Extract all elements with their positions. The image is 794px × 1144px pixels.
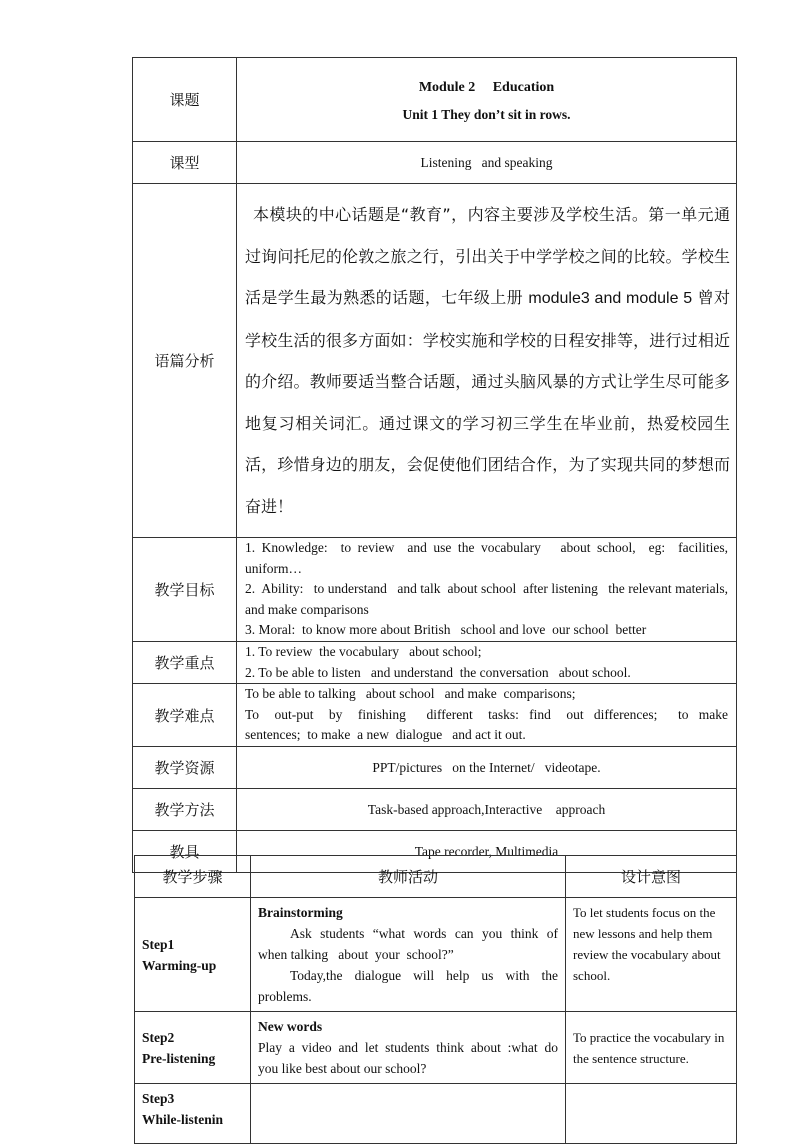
objective-item: 2. Ability: to understand and talk about school after listening the relevant materials, and make comparisons bbox=[245, 581, 739, 617]
analysis-label: 语篇分析 bbox=[133, 184, 237, 538]
step-number: Step2 bbox=[142, 1029, 175, 1045]
header-steps: 教学步骤 bbox=[135, 856, 251, 898]
methods-label: 教学方法 bbox=[133, 789, 237, 831]
type-label: 课型 bbox=[133, 142, 237, 184]
type-value: Listening and speaking bbox=[237, 142, 737, 184]
resources-label: 教学资源 bbox=[133, 747, 237, 789]
activity-line: Play a video and let students think about :what do you like best about our school? bbox=[258, 1040, 562, 1076]
activity-cell bbox=[251, 898, 566, 1012]
unit-title: Unit 1 They don’t sit in rows. bbox=[402, 106, 571, 122]
step-stage: While-listenin bbox=[142, 1112, 224, 1127]
activity-title: Brainstorming bbox=[258, 905, 343, 920]
key-points-cell bbox=[237, 642, 737, 684]
lesson-info-table bbox=[132, 57, 737, 873]
topic-label: 课题 bbox=[133, 58, 237, 142]
key-points-label: 教学重点 bbox=[133, 642, 237, 684]
objective-item: 3. Moral: to know more about British school and love our school better bbox=[245, 622, 647, 638]
key-point-item: 1. To review the vocabulary about school; bbox=[245, 644, 482, 659]
objectives-label: 教学目标 bbox=[133, 538, 237, 642]
activity-title: New words bbox=[258, 1019, 323, 1034]
intent-cell: To let students focus on the new lessons and help them review the vocabulary about school. bbox=[566, 898, 737, 1012]
methods-value: Task-based approach,Interactive approach bbox=[237, 789, 737, 831]
resources-value: PPT/pictures on the Internet/ videotape. bbox=[237, 747, 737, 789]
header-teacher-activity: 教师活动 bbox=[251, 856, 566, 898]
analysis-text bbox=[237, 184, 737, 538]
activity-line: Ask students “what words can you think of when talking about your school?” bbox=[258, 926, 565, 962]
intent-cell: To practice the vocabulary in the sentence structure. bbox=[566, 1012, 737, 1084]
objectives-cell bbox=[237, 538, 737, 642]
tools-label: 教具 bbox=[133, 831, 237, 873]
tools-value: Tape recorder, Multimedia bbox=[237, 831, 737, 873]
step-cell bbox=[135, 898, 251, 1012]
analysis-part1: 本模块的中心话题是“教育”，内容主要涉及学校生活。第一单元通过询问托尼的伦敦之旅之行，引出关于中学学校之间的比较。学校生活是学生最为熟悉的话题，七年级上册 bbox=[245, 205, 730, 307]
intent-cell bbox=[566, 1084, 737, 1144]
step-number: Step1 bbox=[142, 936, 175, 952]
difficulty-item: To out-put by finishing different tasks: find out differences; to make sentences; to make a new dialogue and act it out. bbox=[245, 706, 732, 743]
table-row bbox=[135, 1012, 737, 1084]
step-stage: Pre-listening bbox=[142, 1050, 216, 1066]
difficulties-label: 教学难点 bbox=[133, 684, 237, 747]
topic-cell bbox=[237, 58, 737, 142]
module-title: Module 2 Education bbox=[418, 79, 555, 95]
table-row bbox=[135, 1084, 737, 1144]
step-stage: Warming-up bbox=[142, 957, 217, 973]
table-row bbox=[135, 898, 737, 1012]
activity-line: Today,the dialogue will help us with the problems. bbox=[258, 968, 562, 1004]
difficulty-item: To be able to talking about school and make comparisons; bbox=[245, 686, 576, 702]
activity-cell bbox=[251, 1012, 566, 1084]
difficulties-cell bbox=[237, 684, 737, 747]
analysis-english: module3 and module 5 bbox=[528, 290, 693, 307]
header-design-intent: 设计意图 bbox=[566, 856, 737, 898]
step-number: Step3 bbox=[142, 1091, 175, 1106]
step-cell bbox=[135, 1084, 251, 1144]
activity-cell bbox=[251, 1084, 566, 1144]
analysis-part2: 曾对学校生活的很多方面如：学校实施和学校的日程安排等，进行过相近的介绍。教师要适当整合话题，通过头脑风暴的方式让学生尽可能多地复习相关词汇。通过课文的学习初三学生在毕业前，热爱校园生活，珍惜身边的朋友，会促使他们团结合作，为了实现共同的梦想而奋进！ bbox=[245, 288, 731, 516]
procedure-table bbox=[134, 855, 737, 1144]
objective-item: 1. Knowledge: to review and use the vocabulary about school, eg: facilities, uniform… bbox=[245, 540, 735, 576]
step-cell bbox=[135, 1012, 251, 1084]
key-point-item: 2. To be able to listen and understand the conversation about school. bbox=[245, 664, 631, 680]
